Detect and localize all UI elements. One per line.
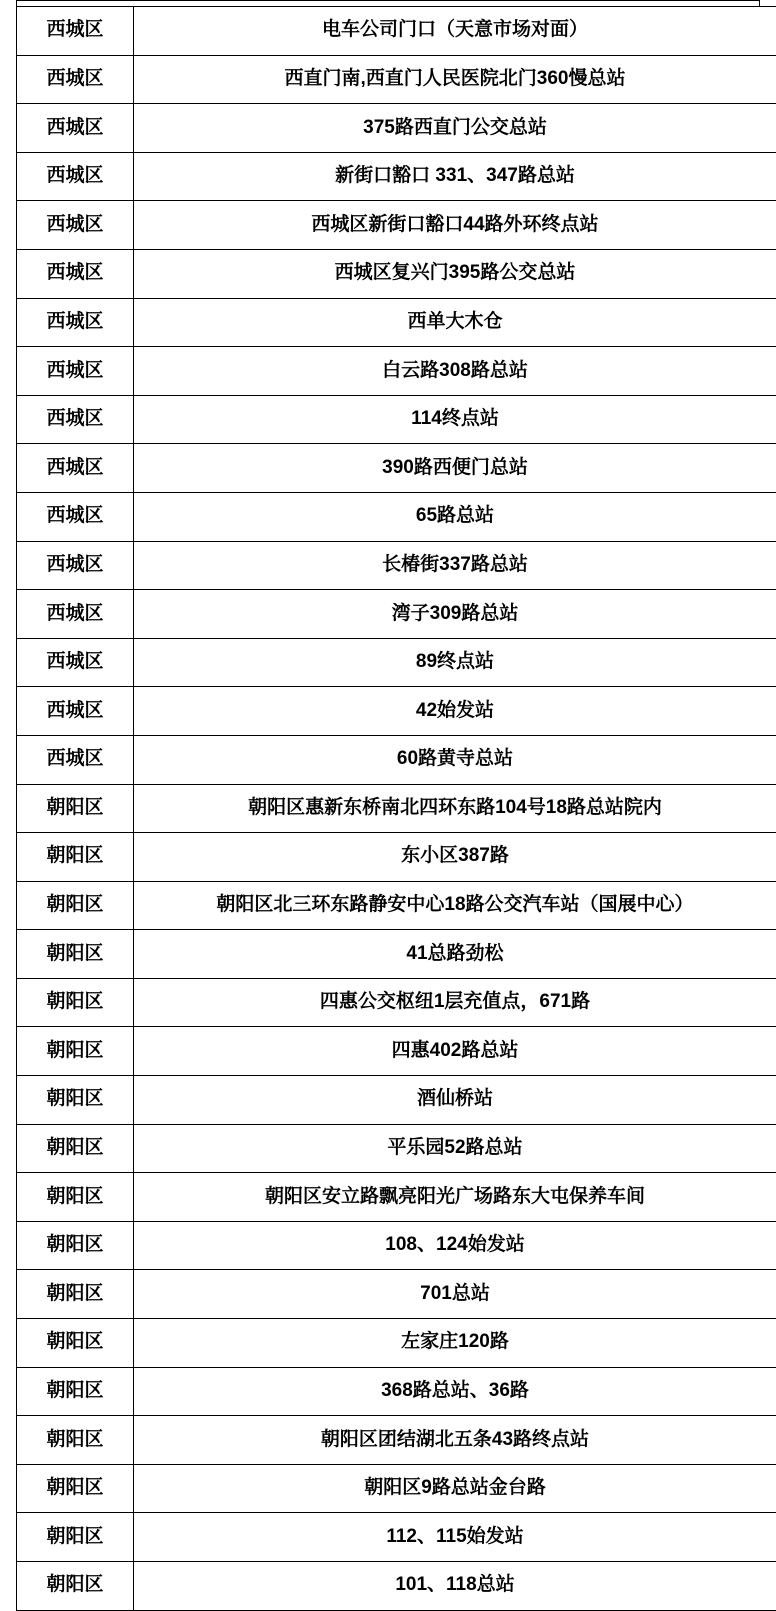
table-row: [17, 1513, 776, 1562]
table-row: [17, 7, 776, 56]
table-row: [17, 1221, 776, 1270]
district-cell: 朝阳区: [17, 1416, 134, 1465]
district-cell: 西城区: [17, 347, 134, 396]
district-cell: 朝阳区: [17, 1076, 134, 1125]
table-row: [17, 1367, 776, 1416]
table-row: [17, 347, 776, 396]
district-cell: 朝阳区: [17, 978, 134, 1027]
place-cell: 西单大木仓: [134, 298, 776, 347]
place-cell: 112、115始发站: [134, 1513, 776, 1562]
district-cell: 西城区: [17, 7, 134, 56]
table-row: [17, 735, 776, 784]
table-row: [17, 881, 776, 930]
place-cell: 湾子309路总站: [134, 590, 776, 639]
table-row: [17, 784, 776, 833]
district-cell: 朝阳区: [17, 1367, 134, 1416]
table-row: [17, 1076, 776, 1125]
table-row: [17, 1270, 776, 1319]
table-row: [17, 833, 776, 882]
place-cell: 朝阳区惠新东桥南北四环东路104号18路总站院内: [134, 784, 776, 833]
district-cell: 西城区: [17, 687, 134, 736]
district-cell: 朝阳区: [17, 1124, 134, 1173]
table-body: [17, 7, 776, 1611]
table-row: [17, 298, 776, 347]
place-cell: 白云路308路总站: [134, 347, 776, 396]
place-cell: 左家庄120路: [134, 1319, 776, 1368]
table-row: [17, 444, 776, 493]
table-row: [17, 249, 776, 298]
place-cell: 89终点站: [134, 638, 776, 687]
place-cell: 101、118总站: [134, 1562, 776, 1611]
table-row: [17, 1319, 776, 1368]
table-row: [17, 201, 776, 250]
place-cell: 108、124始发站: [134, 1221, 776, 1270]
place-cell: 朝阳区安立路飘亮阳光广场路东大屯保养车间: [134, 1173, 776, 1222]
district-cell: 朝阳区: [17, 930, 134, 979]
district-cell: 西城区: [17, 201, 134, 250]
table-row: [17, 978, 776, 1027]
table-row: [17, 152, 776, 201]
place-cell: 朝阳区北三环东路静安中心18路公交汽车站（国展中心）: [134, 881, 776, 930]
table-row: [17, 638, 776, 687]
table-row: [17, 687, 776, 736]
district-cell: 西城区: [17, 104, 134, 153]
place-cell: 四惠402路总站: [134, 1027, 776, 1076]
table-row: [17, 55, 776, 104]
district-cell: 朝阳区: [17, 784, 134, 833]
place-cell: 电车公司门口（天意市场对面）: [134, 7, 776, 56]
place-cell: 390路西便门总站: [134, 444, 776, 493]
place-cell: 701总站: [134, 1270, 776, 1319]
bus-station-table: [16, 6, 776, 1611]
place-cell: 西城区新街口豁口44路外环终点站: [134, 201, 776, 250]
place-cell: 朝阳区9路总站金台路: [134, 1464, 776, 1513]
district-cell: 西城区: [17, 735, 134, 784]
table-row: [17, 1173, 776, 1222]
district-cell: 朝阳区: [17, 1464, 134, 1513]
table-row: [17, 492, 776, 541]
place-cell: 西直门南,西直门人民医院北门360慢总站: [134, 55, 776, 104]
place-cell: 东小区387路: [134, 833, 776, 882]
district-cell: 朝阳区: [17, 1319, 134, 1368]
place-cell: 65路总站: [134, 492, 776, 541]
district-cell: 西城区: [17, 55, 134, 104]
district-cell: 西城区: [17, 492, 134, 541]
district-cell: 西城区: [17, 444, 134, 493]
district-cell: 西城区: [17, 249, 134, 298]
district-cell: 西城区: [17, 638, 134, 687]
place-cell: 四惠公交枢纽1层充值点，671路: [134, 978, 776, 1027]
district-cell: 西城区: [17, 395, 134, 444]
district-cell: 西城区: [17, 152, 134, 201]
place-cell: 平乐园52路总站: [134, 1124, 776, 1173]
place-cell: 114终点站: [134, 395, 776, 444]
place-cell: 42始发站: [134, 687, 776, 736]
table-row: [17, 541, 776, 590]
table-row: [17, 395, 776, 444]
district-cell: 朝阳区: [17, 881, 134, 930]
table-row: [17, 1562, 776, 1611]
table-row: [17, 104, 776, 153]
district-cell: 西城区: [17, 541, 134, 590]
district-cell: 朝阳区: [17, 833, 134, 882]
place-cell: 酒仙桥站: [134, 1076, 776, 1125]
table-row: [17, 1124, 776, 1173]
district-cell: 朝阳区: [17, 1270, 134, 1319]
table-row: [17, 1027, 776, 1076]
table-row: [17, 930, 776, 979]
district-cell: 朝阳区: [17, 1221, 134, 1270]
district-cell: 西城区: [17, 298, 134, 347]
place-cell: 41总路劲松: [134, 930, 776, 979]
district-cell: 西城区: [17, 590, 134, 639]
table-row: [17, 1464, 776, 1513]
place-cell: 新街口豁口 331、347路总站: [134, 152, 776, 201]
district-cell: 朝阳区: [17, 1513, 134, 1562]
place-cell: 375路西直门公交总站: [134, 104, 776, 153]
place-cell: 朝阳区团结湖北五条43路终点站: [134, 1416, 776, 1465]
place-cell: 长椿街337路总站: [134, 541, 776, 590]
table-row: [17, 1416, 776, 1465]
district-cell: 朝阳区: [17, 1027, 134, 1076]
place-cell: 西城区复兴门395路公交总站: [134, 249, 776, 298]
district-cell: 朝阳区: [17, 1173, 134, 1222]
district-cell: 朝阳区: [17, 1562, 134, 1611]
place-cell: 60路黄寺总站: [134, 735, 776, 784]
place-cell: 368路总站、36路: [134, 1367, 776, 1416]
table-row: [17, 590, 776, 639]
